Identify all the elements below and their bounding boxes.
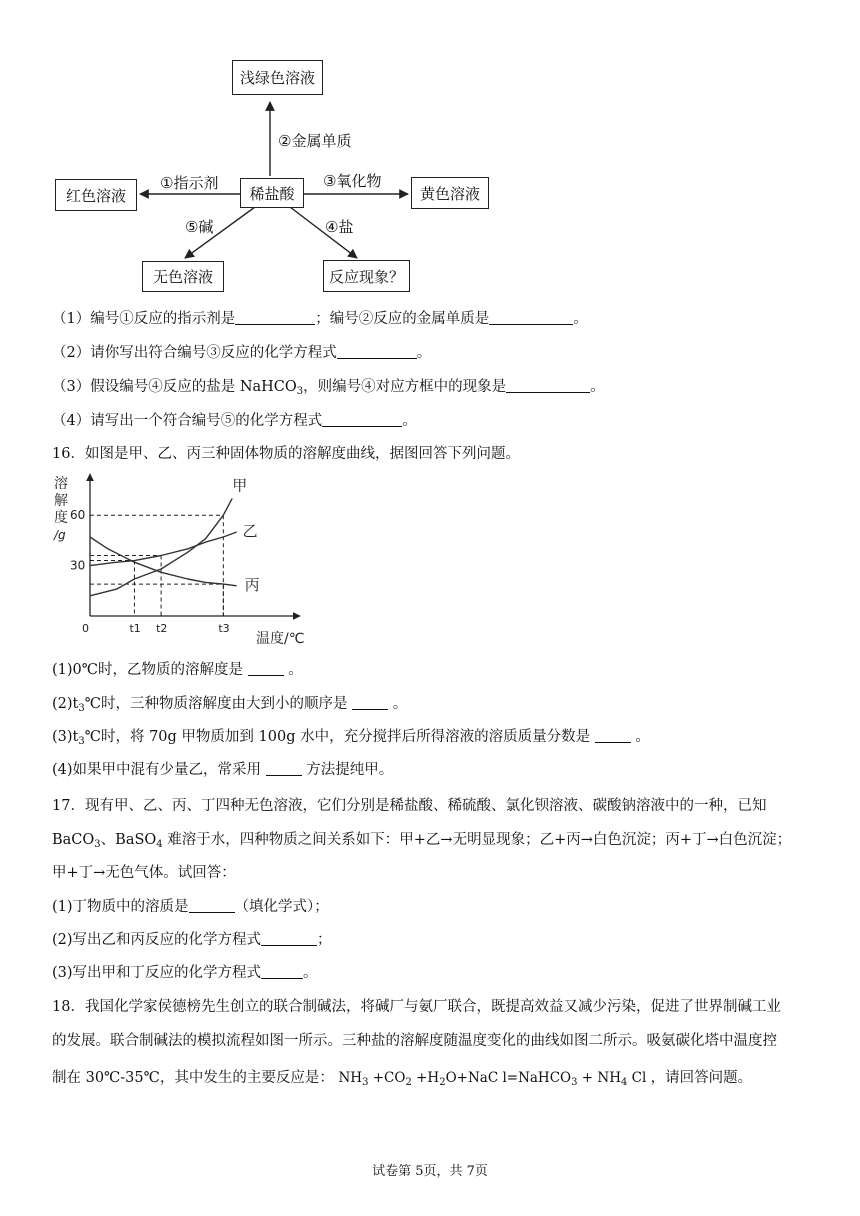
y-axis-label-char: 解	[54, 493, 68, 509]
answer-blank[interactable]	[189, 898, 235, 913]
answer-blank[interactable]	[235, 310, 315, 325]
edge-label-bottom-left: ⑤碱	[185, 218, 214, 236]
q15-part4: （4）请写出一个符合编号⑤的化学方程式 。	[52, 413, 417, 429]
answer-blank[interactable]	[352, 695, 388, 710]
series-curve-甲	[90, 498, 232, 595]
y-tick-label: 30	[70, 558, 86, 573]
edge-label-up: ②金属单质	[278, 132, 352, 150]
answer-blank[interactable]	[506, 378, 590, 393]
box-top: 浅绿色溶液	[232, 60, 323, 95]
q18-line1: 18．我国化学家侯德榜先生创立的联合制碱法，将碱厂与氨厂联合，既提高效益又减少污染，促进了世界制碱工业	[52, 999, 781, 1015]
answer-blank[interactable]	[248, 661, 284, 676]
answer-blank[interactable]	[322, 412, 402, 427]
q17-line2: BaCO$_3$、BaSO$_4$ 难溶于水，四种物质之间关系如下：甲+乙→无明显现象；乙+丙→白色沉淀；丙+丁→白色沉淀；	[52, 832, 792, 850]
q15-part1: （1）编号①反应的指示剂是 ；编号②反应的金属单质是 。	[52, 311, 588, 327]
q16-part1: (1)0℃时，乙物质的溶解度是 。	[52, 662, 303, 678]
x-axis-label: 温度/℃	[256, 631, 305, 647]
box-center: 稀盐酸	[240, 178, 304, 208]
y-axis-label-char: 溶	[54, 476, 68, 492]
x-tick-label: t1	[129, 622, 141, 635]
q15-part3: （3）假设编号④反应的盐是 NaHCO$_3$，则编号④对应方框中的现象是 。	[52, 379, 605, 397]
x-tick-label: t3	[218, 622, 230, 635]
edge-label-left: ①指示剂	[160, 174, 219, 192]
box-left: 红色溶液	[55, 179, 137, 211]
y-axis-label-char: /g	[54, 528, 66, 542]
q17-line3: 甲+丁→无色气体。试回答：	[52, 865, 236, 881]
series-curve-丙	[90, 537, 237, 586]
q17-part1: (1)丁物质中的溶质是 （填化学式）；	[52, 899, 329, 915]
answer-blank[interactable]	[489, 310, 573, 325]
answer-blank[interactable]	[337, 344, 417, 359]
series-label: 丙	[244, 575, 260, 594]
series-label: 甲	[232, 476, 248, 495]
answer-blank[interactable]	[266, 761, 302, 776]
q18-line2: 的发展。联合制碱法的模拟流程如图一所示。三种盐的溶解度随温度变化的曲线如图二所示。吸氨碳化塔中温度控	[52, 1033, 777, 1049]
box-bottom-left: 无色溶液	[142, 261, 224, 292]
x-tick-label: 0	[82, 622, 89, 635]
q16-part3: $(3)t_3℃$时，将 70g 甲物质加到 100g 水中，充分搅拌后所得溶液的溶质质量分数是 。	[52, 729, 650, 747]
q17-part3: (3)写出甲和丁反应的化学方程式 。	[52, 965, 318, 981]
box-right: 黄色溶液	[411, 177, 489, 209]
y-tick-label: 60	[70, 508, 86, 523]
edge-label-right: ③氧化物	[323, 172, 382, 190]
x-tick-label: t2	[156, 622, 168, 635]
answer-blank[interactable]	[261, 964, 303, 979]
q16-part4: (4)如果甲中混有少量乙，常采用 方法提纯甲。	[52, 762, 394, 778]
reaction-equation: $NH_3 +CO_2 +H_2O+NaC$ l=NaHCO$_3$ + $NH_4$ Cl	[338, 1070, 647, 1088]
diagram-arrows	[0, 0, 860, 300]
q17-part2: (2)写出乙和丙反应的化学方程式 ；	[52, 932, 332, 948]
page-footer: 试卷第 5页，共 7页	[372, 1164, 488, 1179]
y-axis-label-char: 度	[54, 510, 68, 526]
answer-blank[interactable]	[595, 728, 631, 743]
series-label: 乙	[242, 522, 258, 540]
q18-line3: 制在 30℃-35℃，其中发生的主要反应是： $NH_3 +CO_2 +H_2O+NaC$ l=NaHCO$_3$ + $NH_4$ Cl ，请回答问题。	[52, 1070, 753, 1088]
box-bottom-right: 反应现象？	[323, 260, 410, 292]
solubility-chart	[50, 470, 305, 650]
answer-blank[interactable]	[261, 931, 317, 946]
q16-part2: $(2)t_3℃$时，三种物质溶解度由大到小的顺序是 。	[52, 696, 408, 714]
q17-line1: 17．现有甲、乙、丙、丁四种无色溶液，它们分别是稀盐酸、稀硫酸、氯化钡溶液、碳酸钠溶液中的一种，已知	[52, 798, 767, 814]
edge-label-bottom-right: ④盐	[325, 218, 354, 236]
q15-part2: （2）请你写出符合编号③反应的化学方程式 。	[52, 345, 432, 361]
q16-stem: 16．如图是甲、乙、丙三种固体物质的溶解度曲线，据图回答下列问题。	[52, 446, 520, 462]
